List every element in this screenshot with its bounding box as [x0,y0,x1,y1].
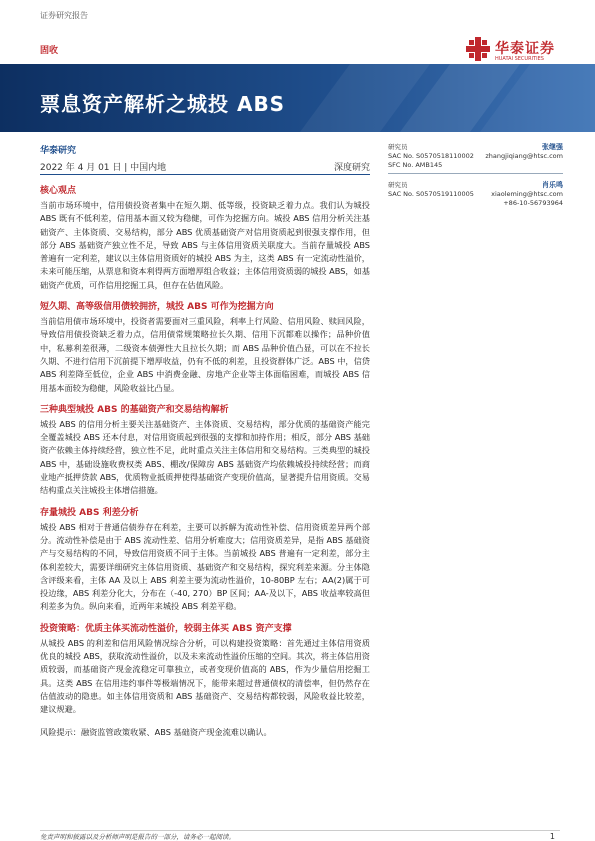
section-heading: 短久期、高等级信用债较拥挤，城投 ABS 可作为挖掘方向 [40,302,274,313]
logo-text-en: HUATAI SECURITIES [495,56,544,62]
section-paragraph: 当前信用债市场环境中，投资者需要面对三重风险，利率上行风险、信用风险、赎回风险，导致信用债投资缺乏着力点，信用债常规策略拉长久期、信用下沉都难以操作；品种价值中，私募利差很薄，二级资本债弹性大且拉长久期；而 ABS 品种价值凸显，可以在不拉长久期、不进行信用下沉前提下增厚收益，仍有不低的利差，且投资群体广泛。ABS 中，信贷 ABS 利差降至低位，企业 ABS 中消费金融、房地产企业等主体面临困难，而城投 ABS 信用基本面较为稳健，风险收益比凸显。 [40,316,370,393]
title-banner [0,64,595,132]
report-meta-row [40,158,370,175]
analyst-card [388,143,563,174]
section-heading: 核心观点 [40,186,77,196]
analyst-sac: SAC No. S0570519110005 [388,190,474,198]
analyst-card [388,181,563,208]
analyst-role: 研究员 [388,181,408,189]
document-type-label: 证券研究报告 [40,11,88,20]
section-heading: 投资策略：优质主体买流动性溢价，较弱主体买 ABS 资产支撑 [40,623,292,634]
logo-mark-icon [465,36,491,62]
report-date-region: 2022 年 4 月 01 日 | 中国内地 [40,163,167,173]
analyst-email[interactable]: xiaoleming@htsc.com [491,190,563,198]
section-paragraph: 从城投 ABS 的利差和信用风险情况综合分析，可以构建投资策略：首先通过主体信用资质优良的城投 ABS，获取流动性溢价，以及未来流动性溢价压缩的空间。其次，将主体信用资质较弱，而基础资产现金流稳定可靠独立，或者变现价值高的 ABS，作为少量信用挖掘工具。这类 ABS 在信用违约事件等极端情况下，能带来超过普通债权的清偿率，但仍然存在估值波动的隐患。如主体信用资质和 ABS 基础资产、交易结构都较弱，风险收益比较差，建议规避。 [40,637,370,715]
section-paragraph: 当前市场环境中，信用债投资者集中在短久期、低等级，投资缺乏着力点。我们认为城投 ABS 既有不低利差，信用基本面又较为稳健，可作为挖掘方向。城投 ABS 信用分析关注基础资产、主体资质、交易结构，部分 ABS 优质基础资产对信用资质起到很强支撑作用，但部分 ABS 基础资产独立性不足，导致 ABS 与主体信用资质关联度大。当前存量城投 ABS 普遍有一定利差，建议以主体信用资质好的城投 ABS 为主，这类 ABS 有一定流动性溢价，未来可能压缩，从票息和资本利得两方面增厚组合收益；主体信用资质弱的城投 ABS，如基础资产优质，可作信用挖掘工具，但存在估值风险。 [40,200,370,290]
research-brand: 华泰研究 [40,146,77,156]
footer-disclaimer: 免责声明和披露以及分析师声明是报告的一部分，请务必一起阅读。 [40,833,235,841]
section-heading: 三种典型城投 ABS 的基础资产和交易结构解析 [40,404,229,415]
analyst-role: 研究员 [388,143,408,151]
section-paragraph: 城投 ABS 相对于普通信债券存在利差，主要可以拆解为流动性补偿、信用资质差异两个部分。流动性补偿是由于 ABS 流动性差、信用分析难度大；信用资质差异，是指 ABS 基础资产与交易结构的不同，导致信用资质不同于主体。当前城投 ABS 普遍有一定利差，部分主体利差较大，需要详细研究主体信用资质、基础资产和交易结构，探究利差来源。分主体隐含评级来看，主体 AA 及以上 ABS 利差主要为流动性溢价，10-80BP 左右；AA(2)属于可投边缘，ABS 利差分化大，分布在（-40, 270）BP 区间；AA-及以下，ABS 收益率较高但利差多为负。纵向来看，近两年来城投 ABS 利差平稳。 [40,521,370,612]
risk-notice: 风险提示：融资监管政策收紧、ABS 基础资产现金流难以确认。 [40,726,272,737]
analyst-name: 张继强 [542,143,563,151]
report-title: 票息资产解析之城投 ABS [40,92,286,116]
section-paragraph: 城投 ABS 的信用分析主要关注基础资产、主体资质、交易结构，部分优质的基础资产能完全覆盖城投 ABS 还本付息，对信用资质起到很强的支撑和加持作用；相反，部分 ABS 基础资产依赖主体持续经营，独立性不足，此时重点关注主体信用和交易结构。三类典型的城投 ABS 中，基础设施收费权类 ABS、棚改/保障房 ABS 基础资产均依赖城投持续经营；而商业地产抵押贷款 ABS，优质物业抵质押使得基础资产变现价值高，显著提升信用资质。交易结构重点关注城投主体增信措施。 [40,418,370,496]
page-number: 1 [549,832,555,841]
analyst-sac: SAC No. S0570518110002 [388,152,474,160]
report-body [40,185,370,739]
section-tag: 固收 [40,46,59,56]
company-logo [465,36,565,66]
analyst-sfc: SFC No. AMB145 [388,161,443,169]
section-heading: 存量城投 ABS 利差分析 [40,507,139,518]
footer-divider [40,830,560,831]
logo-text-cn: 华泰证券 [495,41,555,57]
banner-decoration [260,64,595,132]
report-type: 深度研究 [333,163,370,173]
analyst-phone: +86-10-56793964 [503,199,563,207]
analyst-name: 肖乐鸣 [542,181,563,189]
analyst-email[interactable]: zhangjiqiang@htsc.com [485,152,563,160]
